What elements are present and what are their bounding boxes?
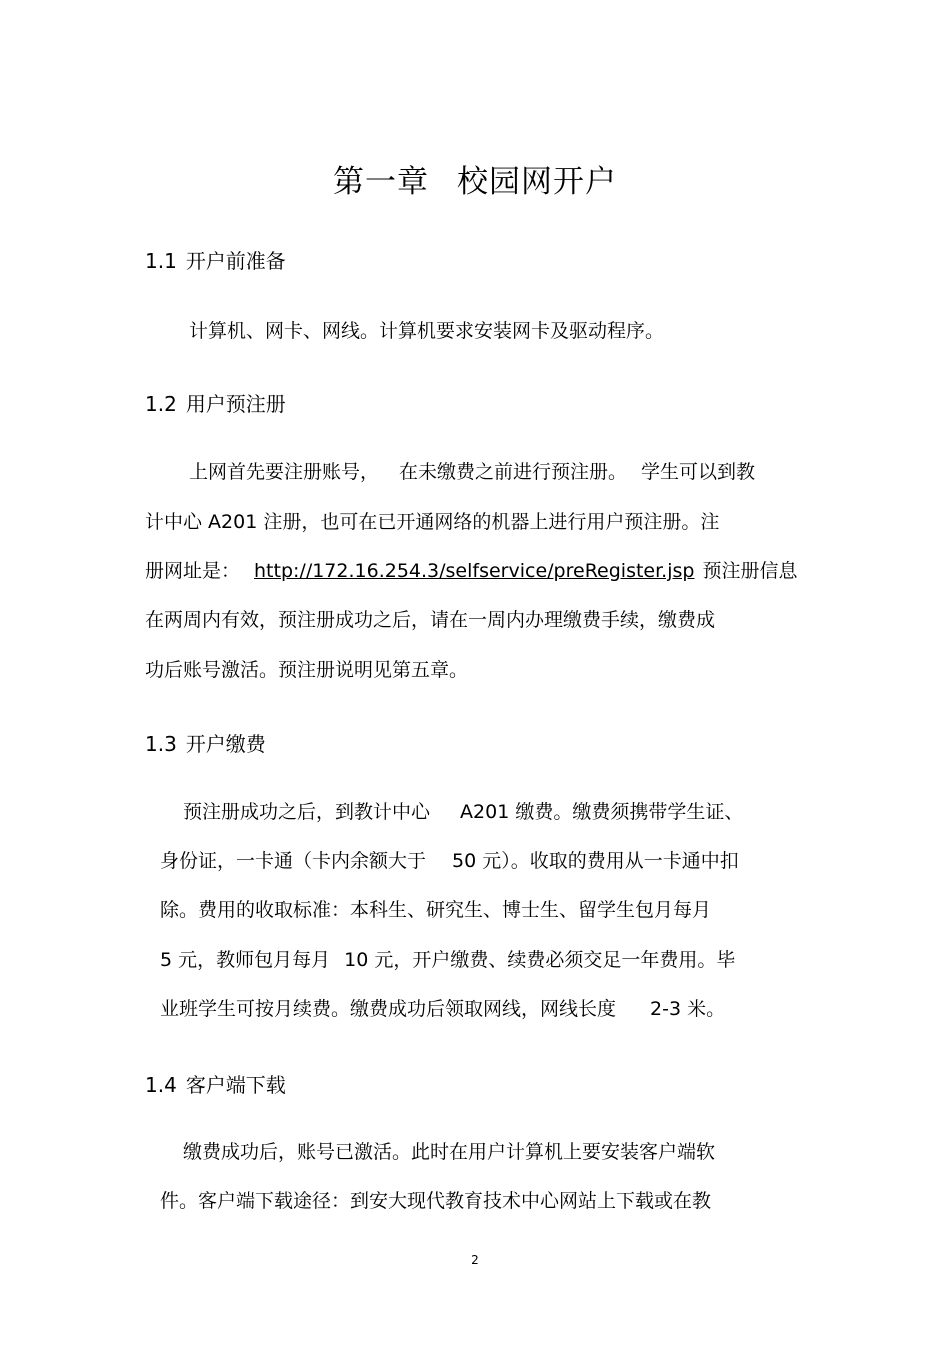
section-number: 1.4 [145, 1073, 177, 1097]
paragraph-line [160, 945, 735, 972]
paragraph-line: 除。费用的收取标准：本科生、研究生、博士生、留学生包月每月 [160, 899, 712, 921]
paragraph-line: 功后账号激活。预注册说明见第五章。 [145, 659, 469, 681]
section-label: 客户端下载 [185, 1073, 286, 1097]
text-run: 册网址是： [145, 560, 241, 582]
paragraph-line [145, 556, 797, 583]
chapter-name: 校园网开户 [457, 164, 617, 200]
text-run: 预注册成功之后，到教计中心 [183, 801, 431, 823]
paragraph-line: 缴费成功后，账号已激活。此时在用户计算机上要安装客户端软 [183, 1141, 716, 1163]
text-run: 10 元，开户缴费、续费必须交足一年费用。毕 [344, 949, 736, 971]
text-run: 预注册信息 [702, 560, 798, 582]
section-number: 1.3 [145, 732, 177, 756]
paragraph-line [183, 797, 743, 824]
text-run: 2-3 米。 [650, 998, 726, 1020]
section-label: 开户前准备 [185, 249, 286, 273]
text-run: 在未缴费之前进行预注册。 [399, 461, 628, 483]
section-heading-1-4 [145, 1069, 286, 1098]
paragraph-line: 计算机、网卡、网线。计算机要求安装网卡及驱动程序。 [189, 320, 665, 342]
text-run: 学生可以到教 [641, 461, 756, 483]
paragraph-line [189, 457, 755, 484]
section-heading-1-1 [145, 245, 286, 274]
text-run: 上网首先要注册账号， [189, 461, 380, 483]
text-run: A201 缴费。缴费须携带学生证、 [460, 801, 744, 823]
section-number: 1.2 [145, 392, 177, 416]
text-run: 5 元，教师包月每月 [160, 949, 331, 971]
paragraph-line [160, 994, 725, 1021]
text-run: 业班学生可按月续费。缴费成功后领取网线，网线长度 [160, 998, 617, 1020]
preregister-url-link[interactable]: http://172.16.254.3/selfservice/preRegister.jsp [254, 560, 695, 582]
section-heading-1-3 [145, 728, 266, 757]
text-run: 50 元）。收取的费用从一卡通中扣 [452, 850, 739, 872]
section-heading-1-2 [145, 388, 286, 417]
paragraph-line: 在两周内有效，预注册成功之后，请在一周内办理缴费手续，缴费成 [145, 609, 716, 631]
chapter-title [0, 156, 950, 201]
paragraph-line [160, 846, 739, 873]
chapter-number: 第一章 [333, 164, 429, 200]
section-label: 用户预注册 [185, 392, 286, 416]
section-number: 1.1 [145, 249, 177, 273]
text-run: 身份证，一卡通（卡内余额大于 [160, 850, 427, 872]
paragraph-line: 件。客户端下载途径：到安大现代教育技术中心网站上下载或在教 [160, 1190, 712, 1212]
section-label: 开户缴费 [185, 732, 266, 756]
paragraph-line: 计中心 A201 注册，也可在已开通网络的机器上进行用户预注册。注 [145, 511, 720, 533]
page-number: 2 [471, 1253, 479, 1267]
